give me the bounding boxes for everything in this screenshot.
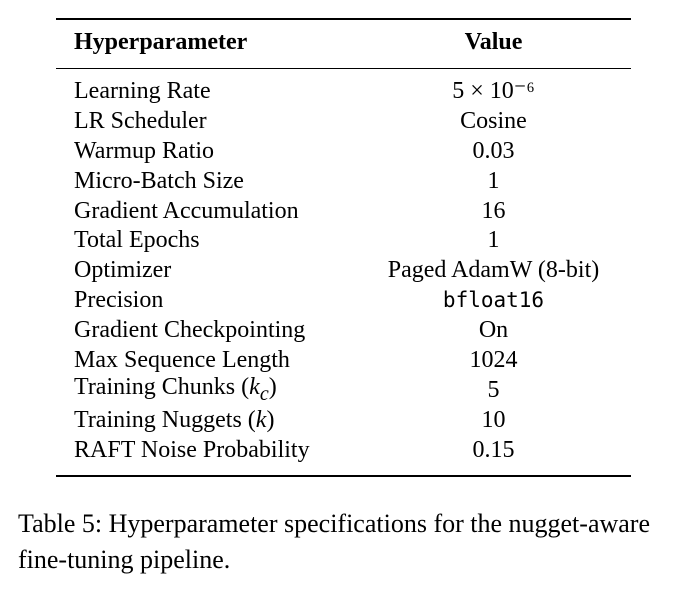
hyperparameter-name-text: Training Chunks — [74, 373, 236, 400]
table-row — [56, 316, 631, 346]
hyperparameter-name-text: LR Scheduler — [74, 107, 207, 134]
hyperparameter-value: 1 — [487, 167, 500, 194]
table-row — [56, 256, 631, 286]
hyperparameter-name — [56, 226, 356, 256]
hyperparameter-value: 0.15 — [472, 436, 515, 463]
hyperparameter-name-text: Gradient Accumulation — [74, 197, 299, 224]
header-value: Value — [464, 29, 523, 55]
caption-label: Table 5: — [18, 509, 103, 538]
table-row — [56, 436, 631, 466]
hyperparameter-name-text: RAFT Noise Probability — [74, 436, 310, 463]
hyperparameter-name-text: Learning Rate — [74, 78, 211, 104]
hyperparameter-table — [56, 18, 631, 477]
table-header-row — [56, 20, 631, 56]
hyperparameter-name — [56, 286, 356, 316]
hyperparameter-symbol: $(k_c)$ — [241, 373, 277, 405]
table-row — [56, 346, 631, 376]
table-body — [56, 69, 631, 466]
hyperparameter-value: 16 — [481, 197, 506, 224]
hyperparameter-value: On — [478, 317, 509, 344]
hyperparameter-value: 0.03 — [472, 137, 515, 164]
table-caption — [18, 506, 678, 578]
hyperparameter-name-text: Micro-Batch Size — [74, 167, 244, 194]
table-bottom-rule — [56, 475, 631, 477]
hyperparameter-name — [56, 167, 356, 197]
hyperparameter-name-text: Max Sequence Length — [74, 347, 290, 374]
table-row — [56, 167, 631, 197]
hyperparameter-name — [56, 256, 356, 286]
table-row — [56, 373, 631, 406]
hyperparameter-value: Paged AdamW (8-bit) — [387, 257, 600, 284]
header-hyperparameter: Hyperparameter — [74, 29, 248, 55]
hyperparameter-value: 10 — [481, 406, 506, 433]
hyperparameter-name — [56, 373, 356, 410]
hyperparameter-name — [56, 107, 356, 137]
hyperparameter-value: 5 × 10⁻⁶ — [452, 78, 535, 104]
hyperparameter-name — [56, 316, 356, 346]
hyperparameter-name-text: Total Epochs — [74, 227, 200, 254]
hyperparameter-value: 1024 — [469, 347, 518, 374]
table-row — [56, 137, 631, 167]
table-row — [56, 226, 631, 256]
hyperparameter-name — [56, 137, 356, 167]
table-row — [56, 286, 631, 316]
hyperparameter-value: 5 — [487, 376, 500, 403]
hyperparameter-name-text: Optimizer — [74, 257, 172, 284]
hyperparameter-value: bfloat16 — [442, 288, 545, 313]
hyperparameter-name — [56, 436, 356, 466]
caption-text: Hyperparameter specifications for the nugget-aware fine-tuning pipeline. — [18, 509, 650, 574]
hyperparameter-name-text: Gradient Checkpointing — [74, 317, 306, 344]
hyperparameter-name — [56, 406, 356, 436]
hyperparameter-name-text: Precision — [74, 287, 164, 314]
hyperparameter-name — [56, 197, 356, 227]
table-row — [56, 197, 631, 227]
hyperparameter-name-text: Training Nuggets — [74, 406, 242, 433]
table-row — [56, 406, 631, 436]
table-row — [56, 107, 631, 137]
hyperparameter-symbol: (k) — [247, 406, 275, 433]
hyperparameter-name — [56, 77, 356, 107]
table-row — [56, 77, 631, 107]
hyperparameter-value: 1 — [487, 227, 500, 254]
hyperparameter-name — [56, 346, 356, 376]
hyperparameter-name-text: Warmup Ratio — [74, 137, 215, 164]
hyperparameter-value: Cosine — [460, 107, 527, 134]
